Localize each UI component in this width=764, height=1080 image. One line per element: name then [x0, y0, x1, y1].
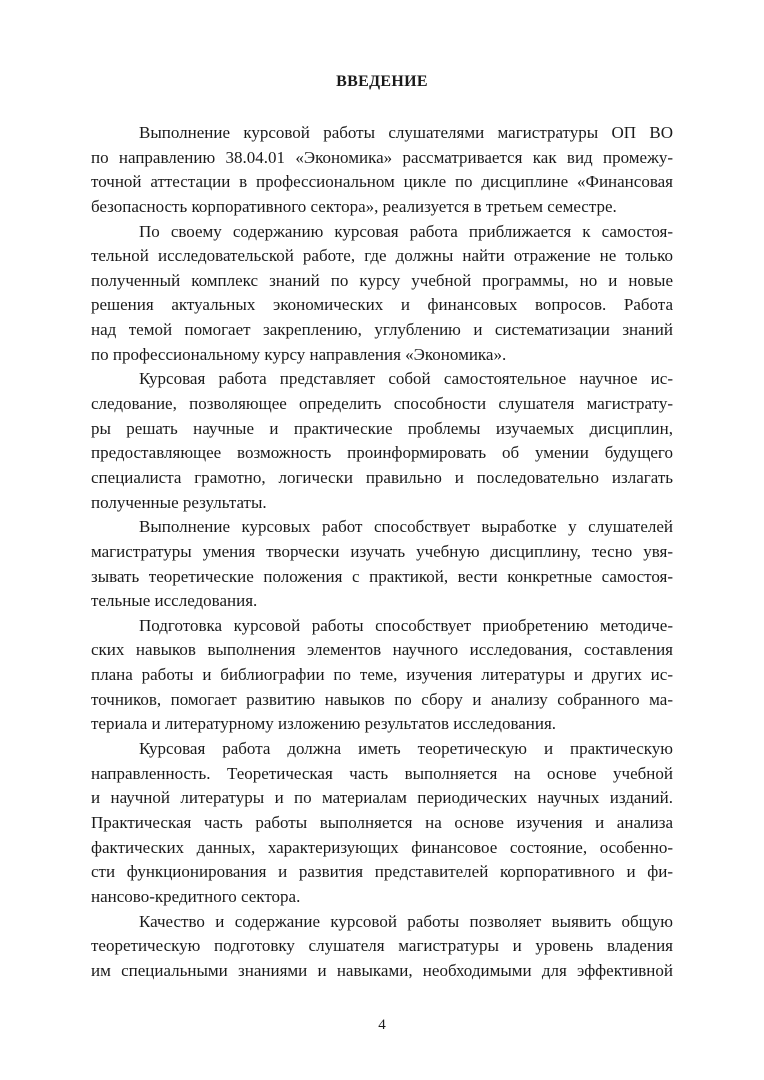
text-line: Практическая часть работы выполняется на основе изучения и анализа	[91, 812, 673, 832]
text-line: тельные исследования.	[91, 591, 258, 611]
text-line: ских навыков выполнения элементов научного исследования, составления	[91, 640, 673, 660]
text-line: По своему содержанию курсовая работа приближается к самостоя-	[139, 221, 673, 241]
text-line: плана работы и библиографии по теме, изучения литературы и других ис-	[91, 665, 673, 685]
text-line: Курсовая работа должна иметь теоретическую и практическую	[139, 739, 673, 759]
text-line: магистратуры умения творчески изучать учебную дисциплину, тесно увя-	[91, 541, 673, 561]
paragraph	[91, 121, 673, 220]
text-line: сти функционирования и развития представителей корпоративного и фи-	[91, 862, 673, 882]
text-line: Курсовая работа представляет собой самостоятельное научное ис-	[139, 369, 673, 389]
text-line: Выполнение курсовой работы слушателями магистратуры ОП ВО	[139, 123, 673, 142]
paragraph	[91, 220, 673, 368]
text-line: тельной исследовательской работе, где должны найти отражение не только	[91, 246, 673, 266]
text-line: фактических данных, характеризующих финансовое состояние, особенно-	[91, 837, 673, 857]
text-line: ры решать научные и практические проблемы изучаемых дисциплин,	[91, 418, 673, 438]
text-line: Выполнение курсовых работ способствует выработке у слушателей	[139, 517, 673, 537]
paragraph	[91, 515, 673, 614]
text-line: нансово-кредитного сектора.	[91, 886, 301, 906]
text-line: следование, позволяющее определить способности слушателя магистрату-	[91, 394, 673, 414]
page-number: 4	[378, 1017, 386, 1033]
page-title: ВВЕДЕНИЕ	[336, 73, 428, 90]
text-line: теоретическую подготовку слушателя магистратуры и уровень владения	[91, 936, 673, 956]
text-line: полученный комплекс знаний по курсу учебной программы, но и новые	[91, 270, 673, 290]
text-line: Подготовка курсовой работы способствует приобретению методиче-	[139, 615, 673, 635]
text-line: полученные результаты.	[91, 492, 267, 512]
text-line: направленность. Теоретическая часть выполняется на основе учебной	[91, 763, 673, 783]
paragraph	[91, 367, 673, 515]
text-line: и научной литературы и по материалам периодических научных изданий.	[91, 788, 673, 808]
paragraph	[91, 737, 673, 909]
text-line: им специальными знаниями и навыками, необходимыми для эффективной	[91, 960, 673, 980]
text-line: точной аттестации в профессиональном цикле по дисциплине «Финансовая	[91, 172, 673, 192]
text-line: зывать теоретические положения с практикой, вести конкретные самостоя-	[91, 566, 673, 586]
text-line: териала и литературному изложению результатов исследования.	[91, 714, 557, 734]
text-line: предоставляющее возможность проинформировать об умении будущего	[91, 443, 673, 463]
text-line: над темой помогает закреплению, углублению и систематизации знаний	[91, 320, 673, 340]
body-text	[91, 121, 673, 983]
text-line: точников, помогает развитию навыков по сбору и анализу собранного ма-	[91, 689, 673, 709]
paragraph	[91, 910, 673, 984]
text-line: Качество и содержание курсовой работы позволяет выявить общую	[139, 911, 673, 931]
text-line: по направлению 38.04.01 «Экономика» рассматривается как вид промежу-	[91, 147, 673, 167]
text-line: специалиста грамотно, логически правильно и последовательно излагать	[91, 467, 673, 487]
paragraph	[91, 614, 673, 737]
text-line: решения актуальных экономических и финансовых вопросов. Работа	[91, 295, 673, 315]
text-line: по профессиональному курсу направления «Экономика».	[91, 344, 507, 364]
text-line: безопасность корпоративного сектора», реализуется в третьем семестре.	[91, 196, 617, 216]
